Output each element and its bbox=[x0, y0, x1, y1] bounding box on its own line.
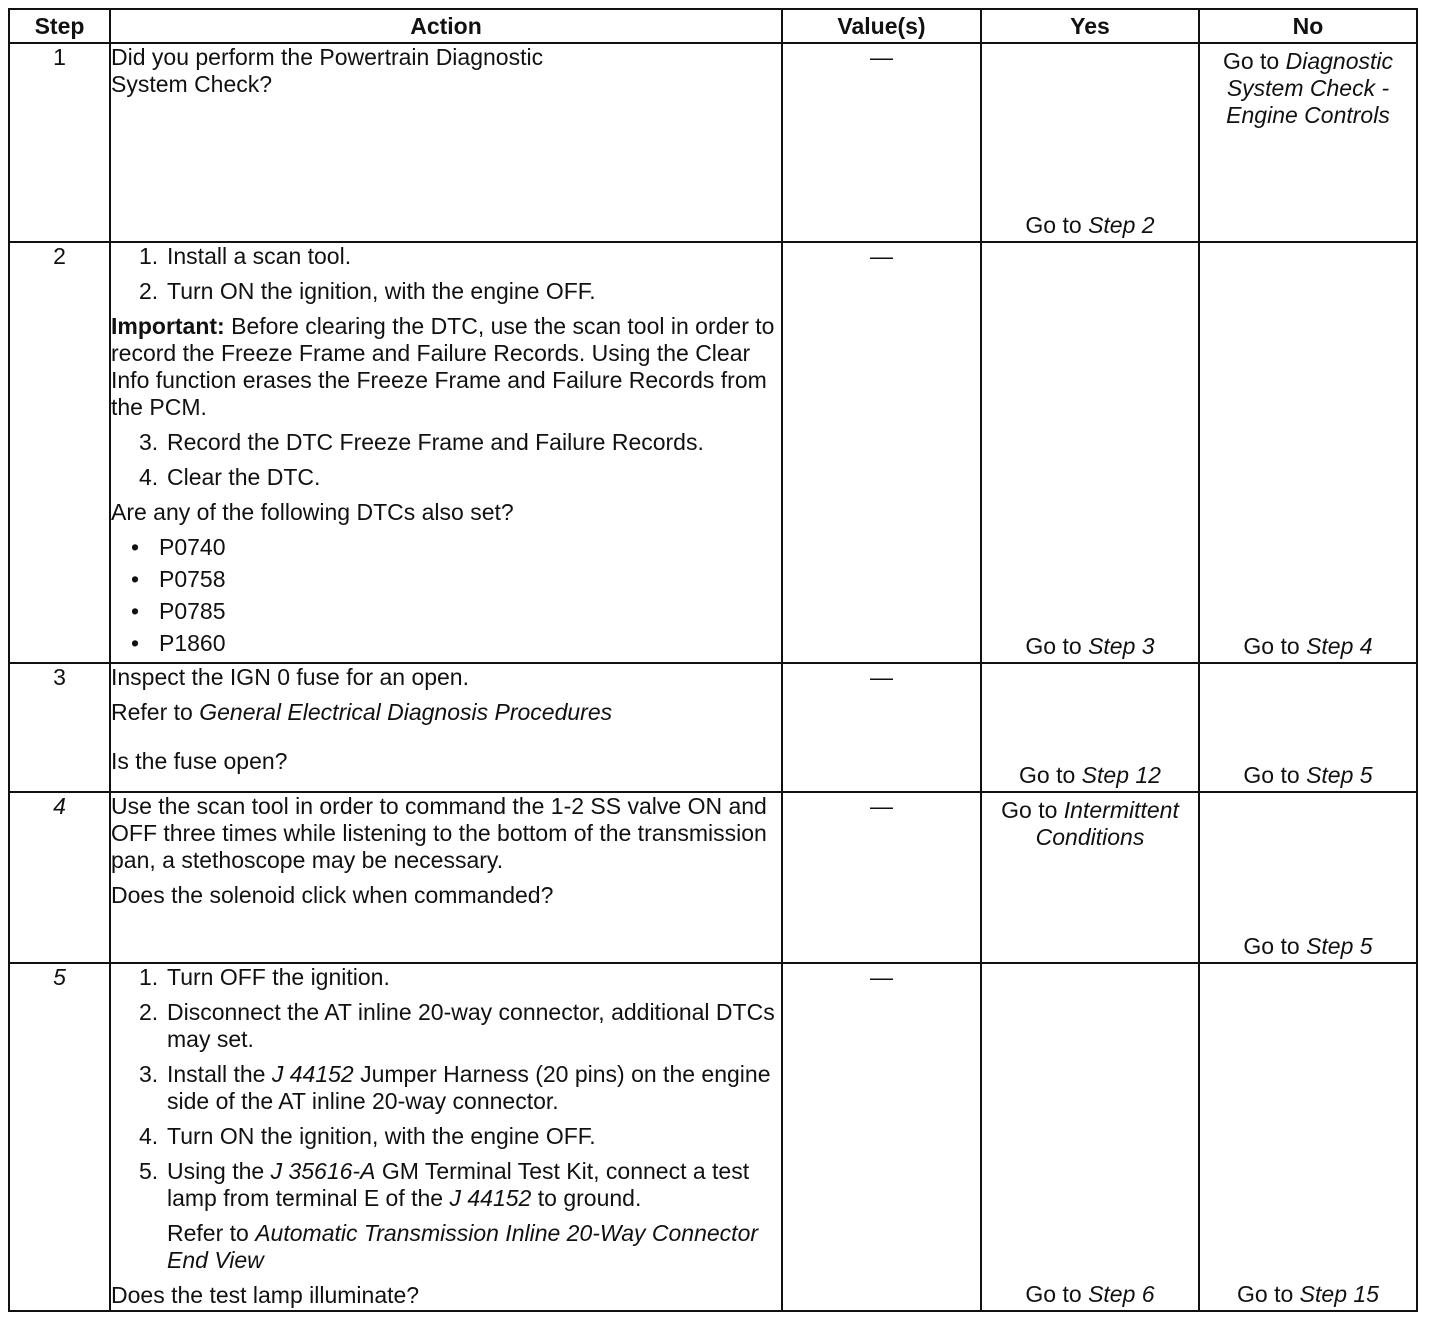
action-reference bbox=[111, 699, 781, 726]
yes-target: Intermittent Conditions bbox=[1035, 797, 1179, 850]
table-row bbox=[9, 792, 1417, 963]
header-step: Step bbox=[9, 9, 110, 43]
step-text: Install a scan tool. bbox=[167, 243, 352, 269]
no-target: Step 5 bbox=[1306, 933, 1373, 959]
no-prefix: Go to bbox=[1243, 633, 1300, 659]
dtc-list bbox=[111, 534, 781, 657]
action-line: Use the scan tool in order to command the 1-2 SS valve ON and OFF three times while listening to the bottom of the transmission pan, a stethoscope may be necessary. bbox=[111, 793, 767, 873]
yes-target: Step 12 bbox=[1081, 762, 1161, 788]
no-cell bbox=[1199, 43, 1417, 242]
value-text: — bbox=[870, 793, 893, 819]
step-text: Turn ON the ignition, with the engine OFF. bbox=[167, 1123, 596, 1149]
list-item: 3. Record the DTC Freeze Frame and Failure Records. bbox=[139, 429, 704, 455]
step-text: Using the bbox=[167, 1158, 265, 1184]
diagnostic-table-page bbox=[8, 8, 1416, 1312]
action-line: Inspect the IGN 0 fuse for an open. bbox=[111, 664, 469, 690]
action-cell bbox=[110, 663, 782, 792]
no-prefix: Go to bbox=[1243, 762, 1300, 788]
ref-prefix: Refer to bbox=[111, 699, 193, 725]
list-item: • P1860 bbox=[111, 630, 781, 657]
action-cell bbox=[110, 242, 782, 663]
yes-link[interactable] bbox=[982, 797, 1198, 851]
table-row bbox=[9, 663, 1417, 792]
action-steps bbox=[111, 243, 781, 305]
action-cell bbox=[110, 43, 782, 242]
tool-id: J 44152 bbox=[449, 1185, 532, 1211]
list-item: 1. Install a scan tool. bbox=[139, 243, 352, 269]
no-prefix: Go to bbox=[1243, 933, 1300, 959]
no-target: Diagnostic System Check - Engine Controls bbox=[1226, 48, 1394, 128]
step-number: 2 bbox=[9, 242, 110, 663]
yes-cell bbox=[981, 663, 1199, 792]
action-question: Are any of the following DTCs also set? bbox=[111, 499, 514, 525]
yes-link[interactable] bbox=[982, 762, 1198, 789]
yes-cell bbox=[981, 43, 1199, 242]
list-item: • P0740 bbox=[111, 534, 781, 561]
no-link[interactable] bbox=[1200, 633, 1416, 660]
yes-target: Step 2 bbox=[1088, 212, 1155, 238]
important-text: Before clearing the DTC, use the scan tool in order to record the Freeze Frame and Failure Records. Using the Clear Info function erases the Freeze Frame and Failure Records from the PCM. bbox=[111, 313, 775, 420]
no-target: Step 5 bbox=[1306, 762, 1373, 788]
step-text: Turn OFF the ignition. bbox=[167, 964, 390, 990]
value-text: — bbox=[870, 243, 893, 269]
step-text: Install the bbox=[167, 1061, 266, 1087]
yes-link[interactable] bbox=[982, 1281, 1198, 1308]
ref-prefix: Refer to bbox=[167, 1220, 249, 1246]
list-item: 1. Turn OFF the ignition. bbox=[139, 964, 390, 990]
no-target: Step 4 bbox=[1306, 633, 1373, 659]
no-cell bbox=[1199, 663, 1417, 792]
table-header-row bbox=[9, 9, 1417, 43]
tool-id: J 44152 bbox=[271, 1061, 354, 1087]
list-item: 5. Using the J 35616-A GM Terminal Test Kit, connect a test lamp from terminal E of the J 44152 to ground. bbox=[139, 1158, 750, 1211]
no-cell bbox=[1199, 242, 1417, 663]
yes-prefix: Go to bbox=[1025, 1281, 1082, 1307]
action-question: Does the test lamp illuminate? bbox=[111, 1282, 420, 1308]
no-link[interactable] bbox=[1200, 1281, 1416, 1308]
yes-target: Step 6 bbox=[1088, 1281, 1155, 1307]
header-action: Action bbox=[110, 9, 782, 43]
tool-id: J 35616-A bbox=[270, 1158, 376, 1184]
action-cell bbox=[110, 963, 782, 1311]
no-cell bbox=[1199, 792, 1417, 963]
yes-prefix: Go to bbox=[1019, 762, 1076, 788]
list-item: 2. Turn ON the ignition, with the engine OFF. bbox=[139, 278, 596, 304]
yes-link[interactable] bbox=[982, 633, 1198, 660]
value-cell bbox=[782, 963, 981, 1311]
action-question: Does the solenoid click when commanded? bbox=[111, 882, 554, 908]
action-cell bbox=[110, 792, 782, 963]
list-item: • P0758 bbox=[111, 566, 781, 593]
action-steps bbox=[111, 429, 781, 491]
yes-cell bbox=[981, 242, 1199, 663]
list-item: 3. Install the J 44152 Jumper Harness (20 pins) on the engine side of the AT inline 20-way connector. bbox=[139, 1061, 771, 1114]
list-item: 4. Turn ON the ignition, with the engine OFF. bbox=[139, 1123, 596, 1149]
step-number: 4 bbox=[9, 792, 110, 963]
no-prefix: Go to bbox=[1222, 48, 1280, 74]
step-text: Turn ON the ignition, with the engine OFF. bbox=[167, 278, 596, 304]
action-question: Is the fuse open? bbox=[111, 748, 288, 774]
step-text: to ground. bbox=[537, 1185, 642, 1211]
step-text: Clear the DTC. bbox=[167, 464, 321, 490]
diagnostic-table bbox=[8, 8, 1418, 1312]
header-yes: Yes bbox=[981, 9, 1199, 43]
list-item: 4. Clear the DTC. bbox=[139, 464, 321, 490]
no-cell bbox=[1199, 963, 1417, 1311]
yes-prefix: Go to bbox=[1001, 797, 1058, 823]
step-number: 1 bbox=[9, 43, 110, 242]
no-link[interactable] bbox=[1200, 762, 1416, 789]
value-cell bbox=[782, 663, 981, 792]
action-reference bbox=[111, 1220, 781, 1274]
value-text: — bbox=[870, 664, 893, 690]
header-value: Value(s) bbox=[782, 9, 981, 43]
value-cell bbox=[782, 242, 981, 663]
yes-cell bbox=[981, 792, 1199, 963]
yes-target: Step 3 bbox=[1088, 633, 1155, 659]
ref-target: General Electrical Diagnosis Procedures bbox=[199, 699, 613, 725]
table-row bbox=[9, 242, 1417, 663]
yes-prefix: Go to bbox=[1025, 633, 1082, 659]
no-link[interactable] bbox=[1200, 933, 1416, 960]
table-row bbox=[9, 43, 1417, 242]
list-item: 2. Disconnect the AT inline 20-way connector, additional DTCs may set. bbox=[139, 999, 775, 1052]
action-question: Did you perform the Powertrain Diagnostic System Check? bbox=[111, 44, 544, 97]
no-link[interactable] bbox=[1200, 48, 1416, 129]
value-text: — bbox=[870, 44, 893, 70]
no-prefix: Go to bbox=[1237, 1281, 1294, 1307]
value-cell bbox=[782, 792, 981, 963]
header-no: No bbox=[1199, 9, 1417, 43]
important-label: Important: bbox=[111, 313, 225, 339]
action-steps bbox=[111, 964, 781, 1212]
step-text: GM Terminal Test Kit, connect a test lamp from terminal E of the bbox=[167, 1158, 750, 1211]
yes-prefix: Go to bbox=[1025, 212, 1082, 238]
step-number: 5 bbox=[9, 963, 110, 1311]
value-cell bbox=[782, 43, 981, 242]
step-text: Disconnect the AT inline 20-way connector, additional DTCs may set. bbox=[167, 999, 775, 1052]
no-target: Step 15 bbox=[1299, 1281, 1379, 1307]
value-text: — bbox=[870, 964, 893, 990]
yes-cell bbox=[981, 963, 1199, 1311]
step-text: Jumper Harness (20 pins) on the engine side of the AT inline 20-way connector. bbox=[167, 1061, 771, 1114]
important-note bbox=[111, 313, 781, 421]
step-number: 3 bbox=[9, 663, 110, 792]
step-text: Record the DTC Freeze Frame and Failure Records. bbox=[167, 429, 704, 455]
table-row bbox=[9, 963, 1417, 1311]
list-item: • P0785 bbox=[111, 598, 781, 625]
yes-link[interactable] bbox=[982, 212, 1198, 239]
ref-target: Automatic Transmission Inline 20-Way Connector End View bbox=[167, 1220, 759, 1273]
